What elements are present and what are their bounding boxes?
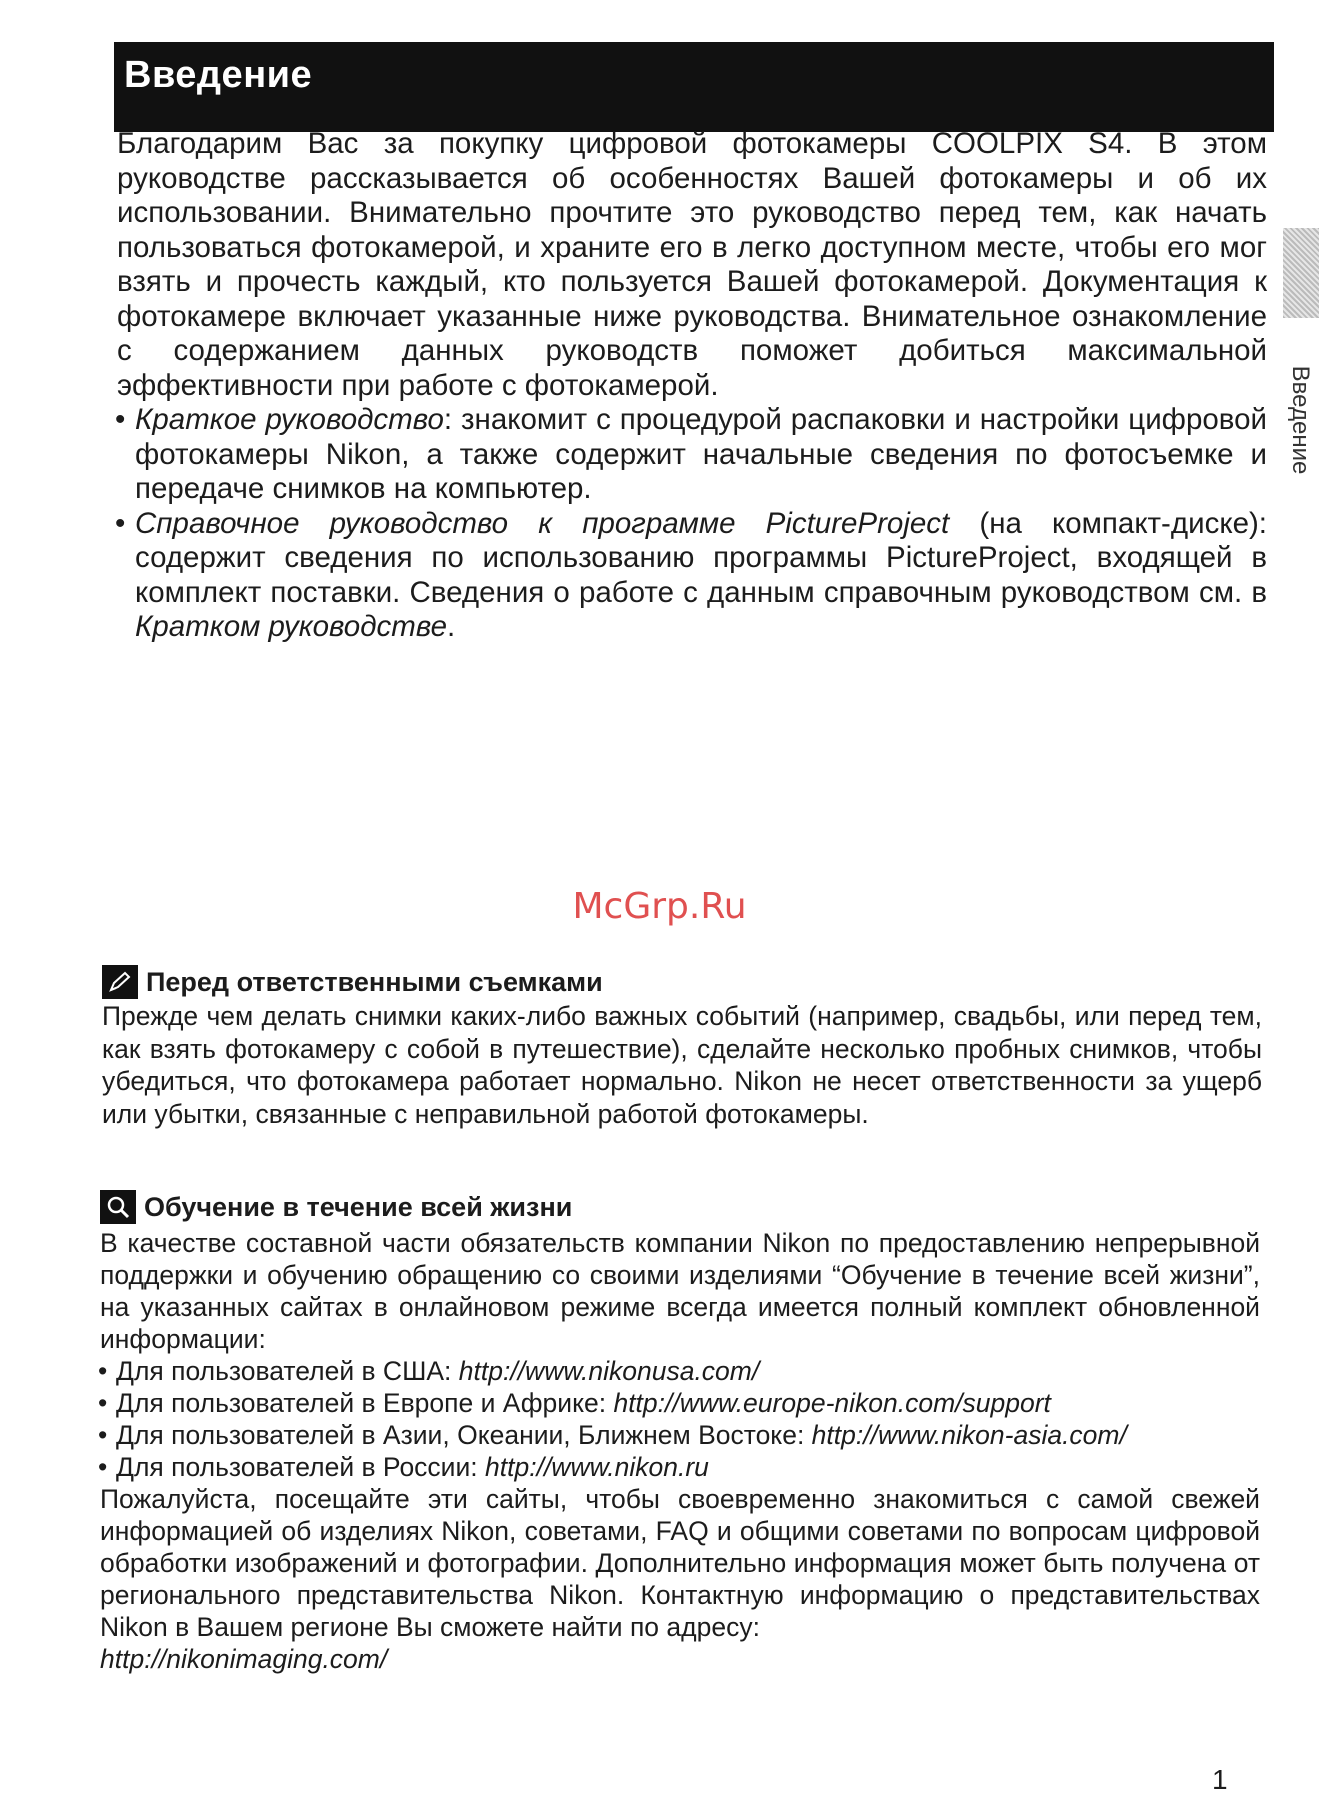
link-item-russia <box>100 1451 1260 1483</box>
imaging-url-line <box>100 1643 1260 1675</box>
bullet-dot-icon: • <box>98 1356 108 1386</box>
bullet-dot-icon: • <box>98 1388 108 1418</box>
reference-manual-title: Справочное руководство к программе PictureProject <box>135 506 950 540</box>
link-label-russia: Для пользователей в России: <box>116 1452 486 1482</box>
link-url-russia[interactable]: http://www.nikon.ru <box>485 1452 709 1482</box>
link-label-usa: Для пользователей в США: <box>116 1356 459 1386</box>
learning-heading <box>100 1190 572 1224</box>
bullet-dot-icon: • <box>115 403 126 436</box>
intro-paragraph: Благодарим Вас за покупку цифровой фотокамеры COOLPIX S4. В этом руководстве рассказывается об особенностях Вашей фотокамеры и об их использовании. Внимательно прочтите это руководство перед тем, как начать пользоваться фотокамерой, и храните его в легко доступном месте, чтобы его мог взять и прочесть каждый, кто пользуется Вашей фотокамерой. Документация к фотокамере включает указанные ниже руководства. Внимательное ознакомление с содержанием данных руководств поможет добиться максимальной эффективности при работе с фотокамерой. <box>117 127 1267 402</box>
bullet-dot-icon: • <box>98 1420 108 1450</box>
bullet-dot-icon: • <box>98 1452 108 1482</box>
intro-block <box>117 127 1267 645</box>
quick-guide-title: Краткое руководство <box>135 403 444 436</box>
reference-manual-tail: . <box>446 610 456 643</box>
section-title-bar <box>114 42 1274 132</box>
learning-body <box>100 1227 1260 1675</box>
reference-manual-text: (на компакт-диске): содержит сведения по использованию программы PictureProject, входящей в комплект поставки. Сведения о работе с данным справочным руководством см. в <box>135 506 1267 609</box>
side-tab-marker <box>1283 228 1319 318</box>
page-number: 1 <box>1212 1764 1228 1795</box>
support-links-list <box>100 1355 1260 1483</box>
link-label-europe: Для пользователей в Европе и Африке: <box>116 1388 614 1418</box>
quick-guide-text: : знакомит с процедурой распаковки и настройки цифровой фотокамеры Nikon, а также содержит начальные сведения по фотосъемке и передаче снимков на компьютер. <box>135 403 1267 505</box>
bullet-dot-icon: • <box>115 506 126 540</box>
link-item-europe <box>100 1387 1260 1419</box>
watermark: McGrp.Ru <box>572 886 747 927</box>
important-heading <box>102 965 603 999</box>
important-body <box>102 1000 1262 1130</box>
important-paragraph: Прежде чем делать снимки каких-либо важных событий (например, свадьбы, или перед тем, как взять фотокамеру с собой в путешествие), сделайте несколько пробных снимков, чтобы убедиться, что фотокамера работает нормально. Nikon не несет ответственности за ущерб или убытки, связанные с неправильной работой фотокамеры. <box>102 1001 1262 1129</box>
link-url-usa[interactable]: http://www.nikonusa.com/ <box>458 1356 760 1386</box>
important-heading-text: Перед ответственными съемками <box>146 966 603 997</box>
bullet-reference-manual <box>117 507 1267 645</box>
link-label-asia: Для пользователей в Азии, Океании, Ближнем Востоке: <box>116 1420 812 1450</box>
magnifier-icon <box>100 1190 136 1224</box>
link-item-usa <box>100 1355 1260 1387</box>
bullet-quick-guide <box>117 403 1267 507</box>
learning-outro: Пожалуйста, посещайте эти сайты, чтобы своевременно знакомиться с самой свежей информацией об изделиях Nikon, советами, FAQ и общими советами по вопросам цифровой обработки изображений и фотографии. Дополнительно информация может быть получена от регионального представительства Nikon. Контактную информацию о представительствах Nikon в Вашем регионе Вы сможете найти по адресу: <box>100 1484 1260 1642</box>
side-tab-label: Введение <box>1287 365 1314 475</box>
imaging-url[interactable]: http://nikonimaging.com/ <box>100 1644 388 1674</box>
link-item-asia <box>100 1419 1260 1451</box>
learning-heading-text: Обучение в течение всей жизни <box>144 1191 573 1222</box>
pencil-icon <box>102 965 138 999</box>
learning-intro: В качестве составной части обязательств компании Nikon по предоставлению непрерывной поддержки и обучению обращению со своими изделиями “Обучение в течение всей жизни”, на указанных сайтах в онлайновом режиме всегда имеется полный комплект обновленной информации: <box>100 1228 1260 1354</box>
reference-manual-ref: Кратком руководстве <box>135 610 447 643</box>
link-url-europe[interactable]: http://www.europe-nikon.com/support <box>613 1388 1051 1418</box>
link-url-asia[interactable]: http://www.nikon-asia.com/ <box>811 1420 1127 1450</box>
page-title: Введение <box>124 54 313 96</box>
